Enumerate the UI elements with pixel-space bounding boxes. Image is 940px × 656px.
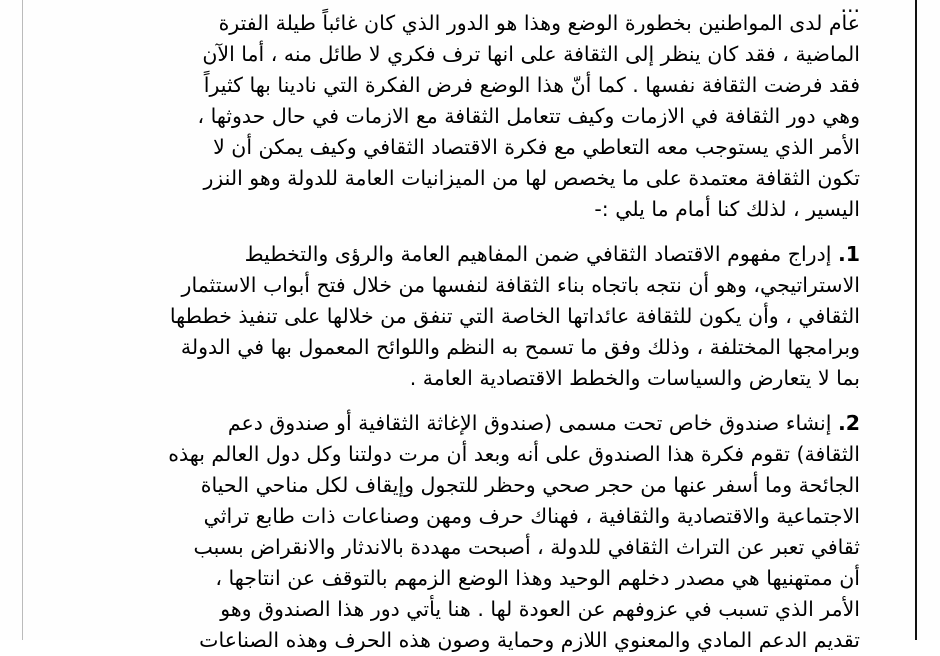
intro-line: وهي دور الثقافة في الازمات وكيف تتعامل الثقافة مع الازمات في حال حدوثها ، (197, 104, 860, 128)
list-item-1 (125, 239, 860, 394)
intro-line: الماضية ، فقد كان ينظر إلى الثقافة على انها ترف فكري لا طائل منه ، أما الآن (202, 42, 860, 66)
list-item-2 (125, 408, 860, 656)
list-item-text: إدراج مفهوم الاقتصاد الثقافي ضمن المفاهيم العامة والرؤى والتخطيط (244, 242, 832, 266)
page-border-left (22, 0, 23, 640)
paragraph-gap (125, 394, 860, 408)
list-item-line: الأمر الذي تسبب في عزوفهم عن العودة لها . هنا يأتي دور هذا الصندوق وهو (220, 597, 860, 621)
intro-line: عام لدى المواطنين بخطورة الوضع وهذا هو الدور الذي كان غائباً طيلة الفترة (218, 11, 860, 35)
list-item-line: الثقافي ، وأن يكون للثقافة عائداتها الخاصة التي تنفق من خلالها على تنفيذ خططها (169, 304, 860, 328)
list-item-line: الاستراتيجي، وهو أن نتجه باتجاه بناء الثقافة لنفسها من خلال فتح أبواب الاستثمار (181, 273, 860, 297)
intro-line: فقد فرضت الثقافة نفسها . كما أنّ هذا الوضع فرض الفكرة التي نادينا بها كثيراً (203, 73, 860, 97)
list-item-line: تقديم الدعم المادي والمعنوي اللازم وحماية وصون هذه الحرف وهذه الصناعات (199, 628, 860, 652)
page-border-right (915, 0, 917, 640)
paragraph-gap (125, 225, 860, 239)
cut-off-line: ... (840, 0, 860, 17)
list-item-number: 1. (837, 242, 860, 266)
list-item-line (125, 239, 860, 270)
list-item-line: وبرامجها المختلفة ، وذلك وفق ما تسمح به النظم واللوائح المعمول بها في الدولة (180, 335, 860, 359)
list-item-line: الثقافة) تقوم فكرة هذا الصندوق على أنه وبعد أن مرت دولتنا وكل دول العالم بهذه (168, 442, 860, 466)
list-item-line (125, 408, 860, 439)
list-item-line: الجائحة وما أسفر عنها من حجر صحي وحظر للتجول وإيقاف لكل مناحي الحياة (200, 473, 860, 497)
list-item-line: بما لا يتعارض والسياسات والخطط الاقتصادية العامة . (409, 366, 860, 390)
list-item-line: الاجتماعية والاقتصادية والثقافية ، فهناك حرف ومهن وصناعات ذات طابع تراثي (203, 504, 860, 528)
intro-line: تكون الثقافة معتمدة على ما يخصص لها من الميزانيات العامة للدولة وهو النزر (203, 166, 860, 190)
list-item-text: إنشاء صندوق خاص تحت مسمى (صندوق الإغاثة الثقافية أو صندوق دعم (227, 411, 832, 435)
list-item-line: أن ممتهنيها هي مصدر دخلهم الوحيد وهذا الوضع الزمهم بالتوقف عن انتاجها ، (215, 566, 860, 590)
list-item-line: ثقافي تعبر عن التراث الثقافي للدولة ، أصبحت مهددة بالاندثار والانقراض بسبب (193, 535, 860, 559)
document-body (125, 0, 860, 656)
intro-line: الأمر الذي يستوجب معه التعاطي مع فكرة الاقتصاد الثقافي وكيف يمكن أن لا (213, 135, 860, 159)
list-item-number: 2. (837, 411, 860, 435)
intro-line: اليسير ، لذلك كنا أمام ما يلي :- (594, 197, 860, 221)
